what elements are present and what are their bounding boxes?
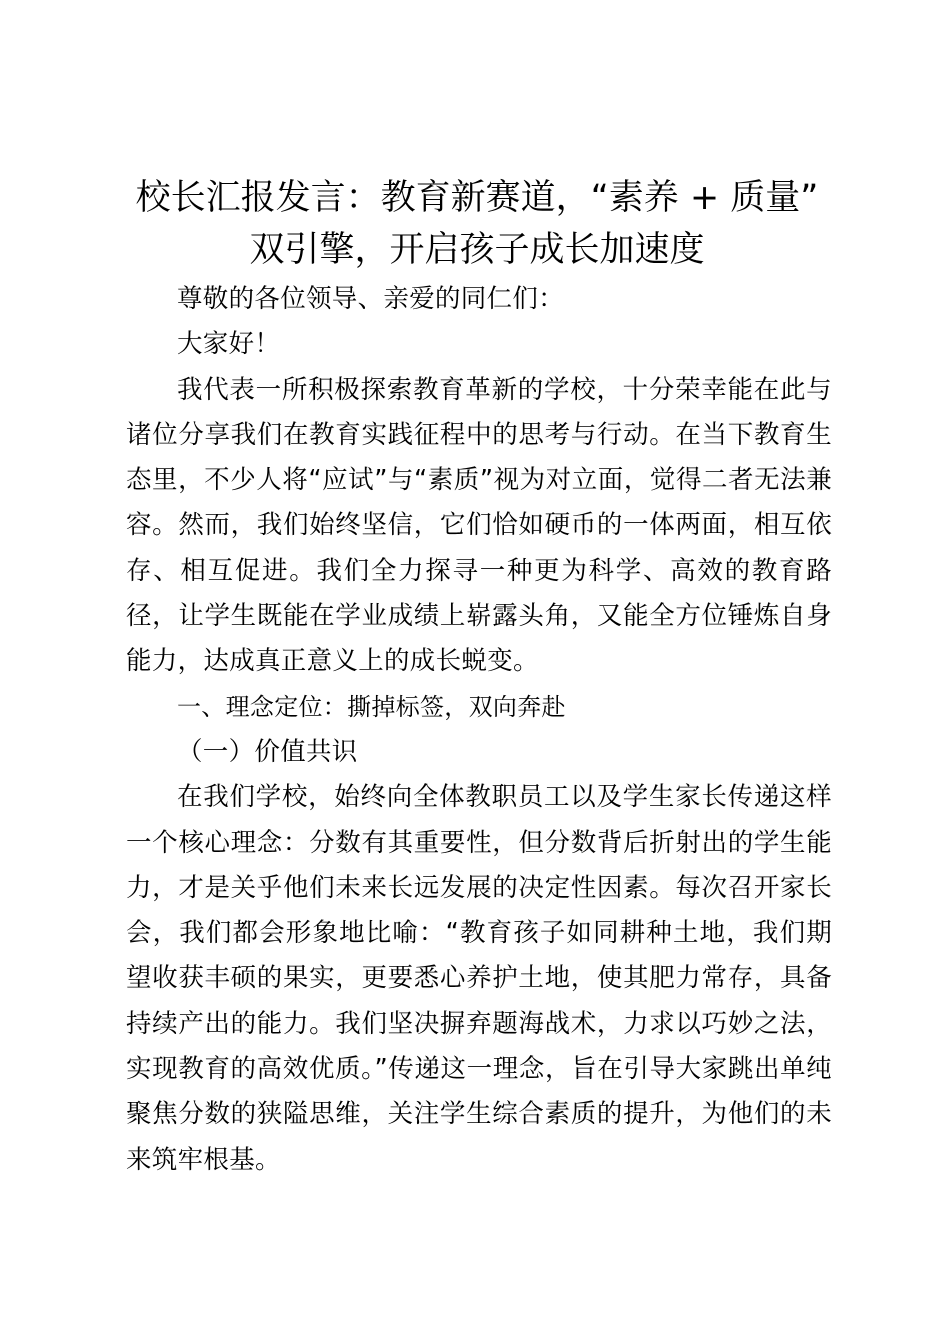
intro-paragraph: 我代表一所积极探索教育革新的学校，十分荣幸能在此与诸位分享我们在教育实践征程中的思考与行动。在当下教育生态里，不少人将“应试”与“素质”视为对立面，觉得二者无法兼容。然而，我们始终坚信，它们恰如硬币的一体两面，相互依存、相互促进。我们全力探寻一种更为科学、高效的教育路径，让学生既能在学业成绩上崭露头角，又能全方位锤炼自身能力，达成真正意义上的成长蜕变。 <box>126 374 832 677</box>
document-body <box>126 277 832 1183</box>
salutation: 尊敬的各位领导、亲爱的同仁们： <box>177 284 565 314</box>
body-paragraph: 在我们学校，始终向全体教职员工以及学生家长传递这样一个核心理念：分数有其重要性，但分数背后折射出的学生能力，才是关乎他们未来长远发展的决定性因素。每次召开家长会，我们都会形象地比喻：“教育孩子如同耕种土地，我们期望收获丰硕的果实，更要悉心养护土地，使其肥力常存，具备持续产出的能力。我们坚决摒弃题海战术，力求以巧妙之法，实现教育的高效优质。”传递这一理念，旨在引导大家跳出单纯聚焦分数的狭隘思维，关注学生综合素质的提升，为他们的未来筑牢根基。 <box>126 782 832 1175</box>
greeting: 大家好！ <box>177 329 281 360</box>
document-title: 校长汇报发言：教育新赛道，“素养 + 质量” 双引擎，开启孩子成长加速度 <box>135 178 819 270</box>
section-heading: 一、理念定位：撕掉标签，双向奔赴 <box>177 692 566 721</box>
subsection-heading: （一）价值共识 <box>177 736 358 767</box>
